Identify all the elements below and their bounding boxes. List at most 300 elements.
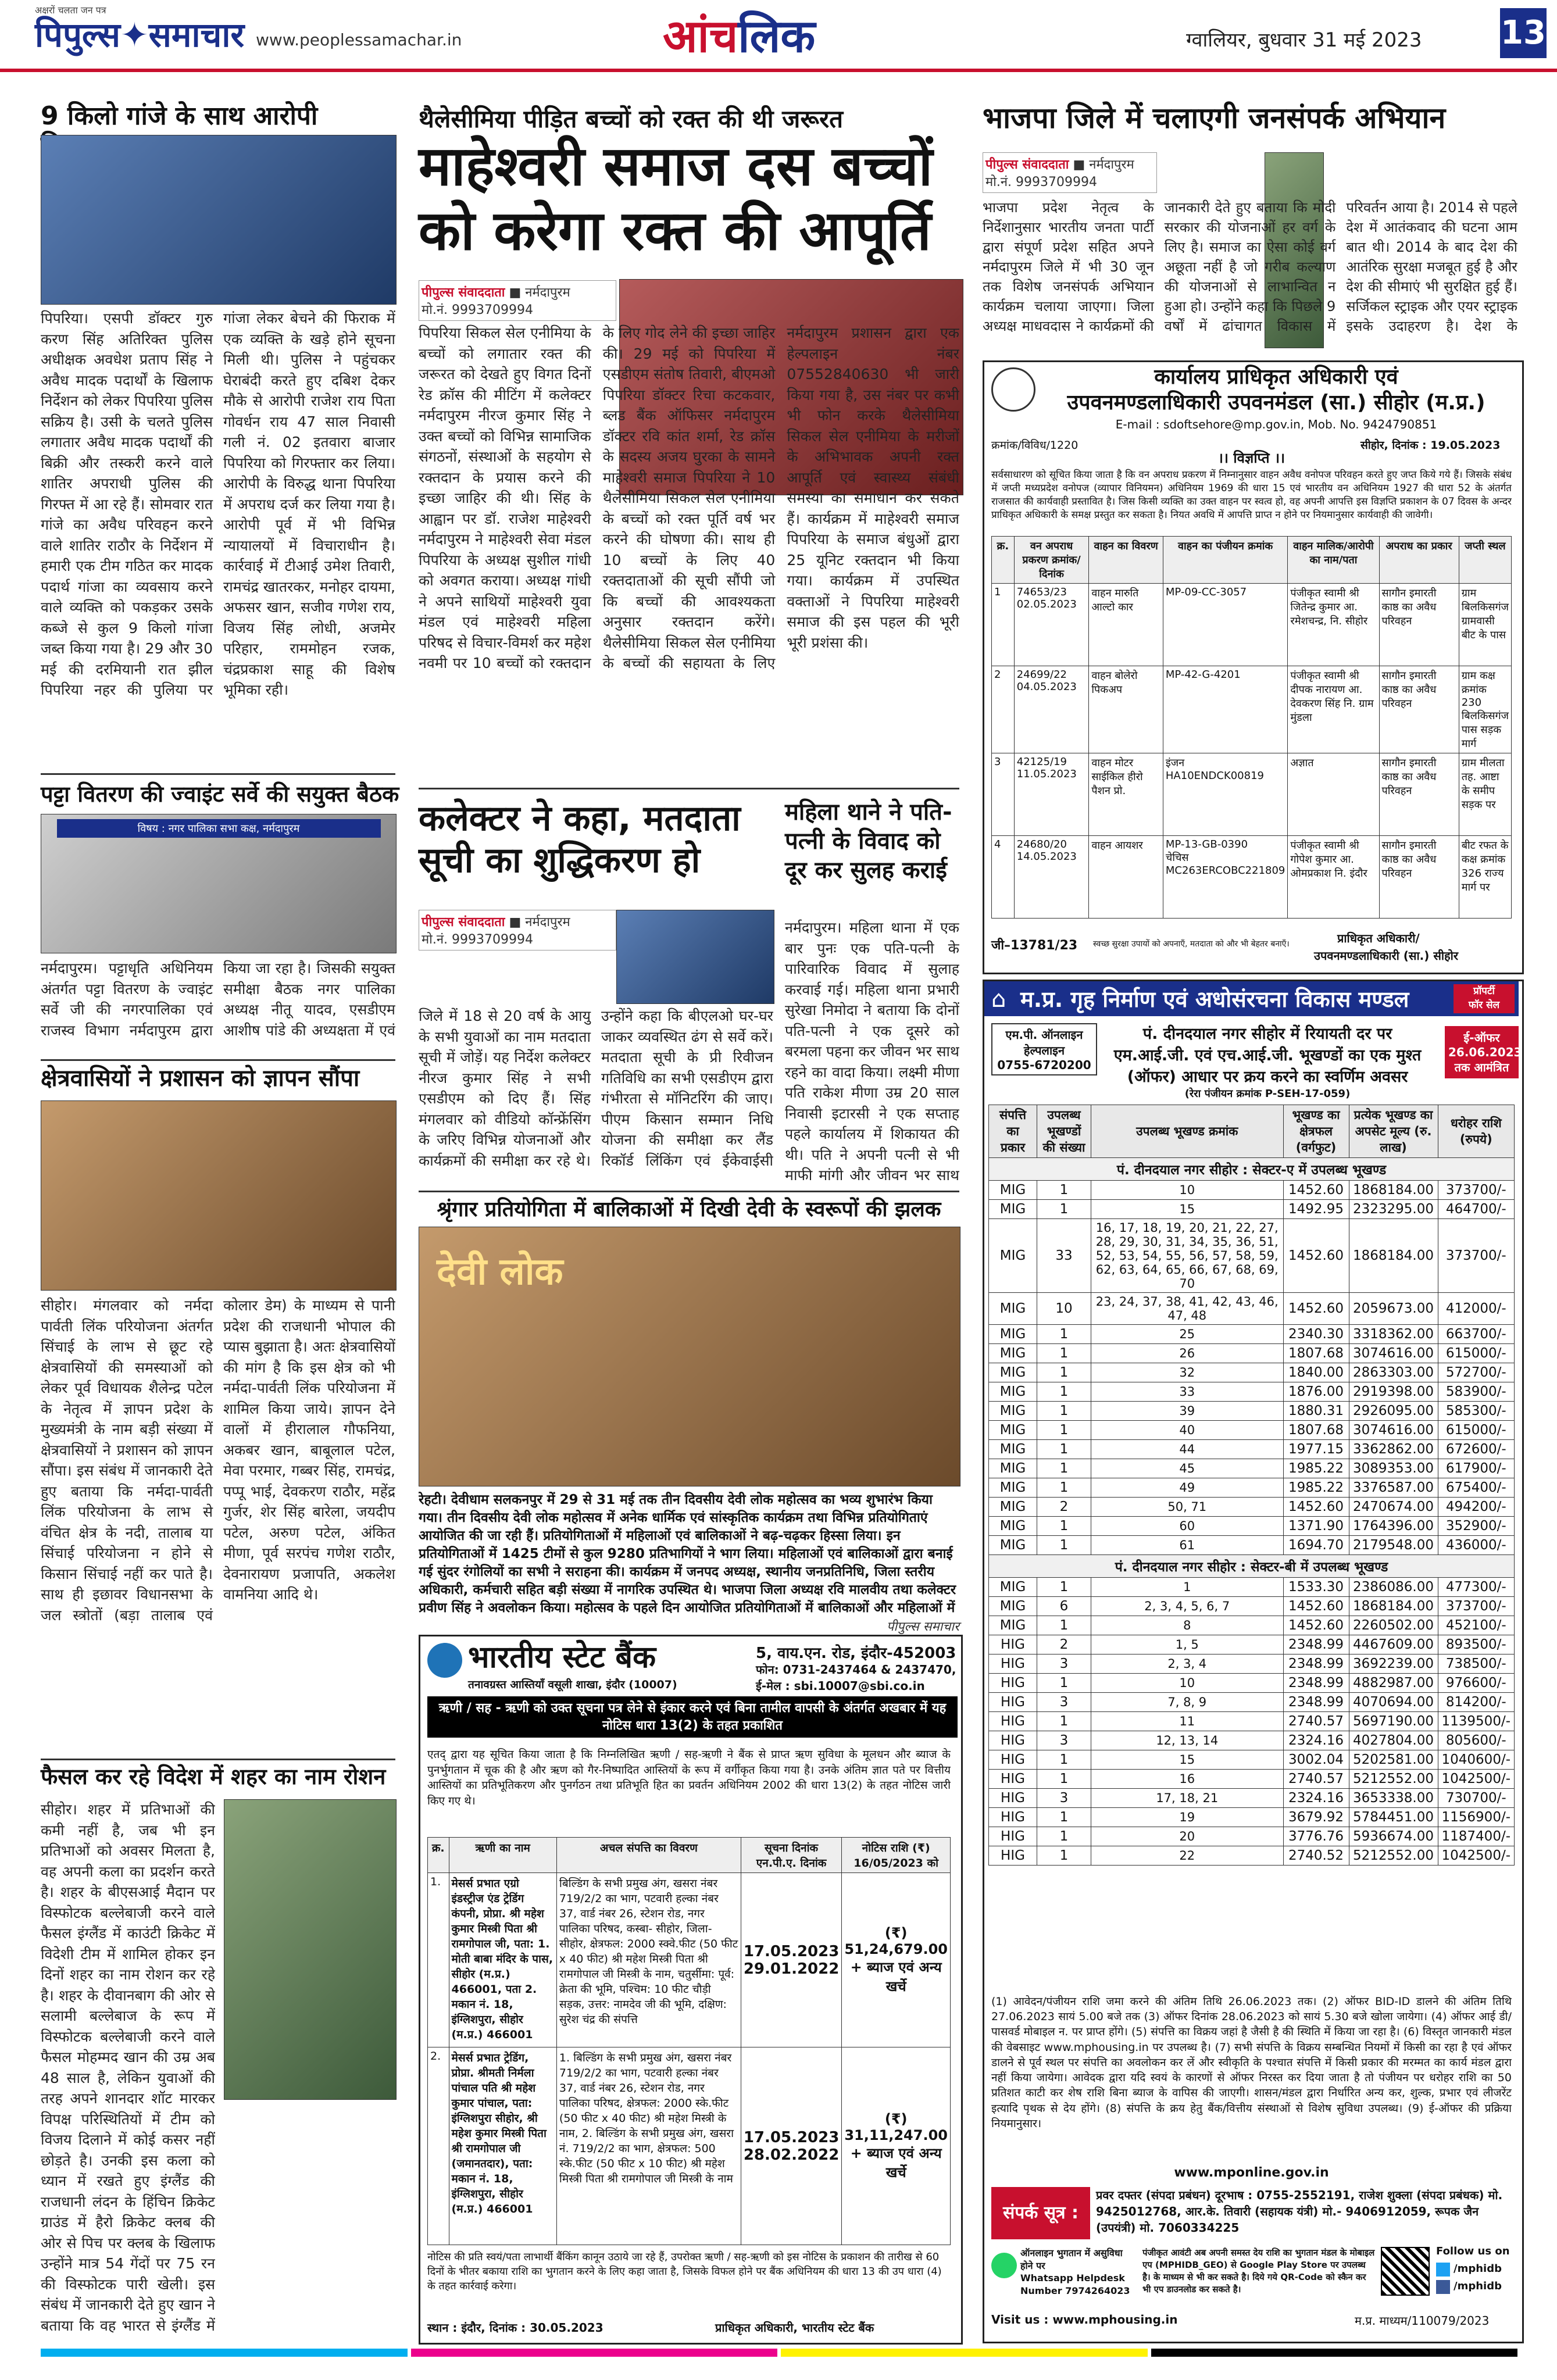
table-row xyxy=(989,1616,1515,1635)
mphb-cell: MIG xyxy=(989,1421,1037,1440)
sbi-branch: तनावग्रस्त आस्तियाँ वसूली शाखा, इंदौर (10007) xyxy=(468,1678,677,1691)
mphb-cell: 494200/- xyxy=(1438,1498,1514,1517)
story5-headline: माहेश्वरी समाज दस बच्चों को करेगा रक्त की आपूर्ति xyxy=(419,135,933,263)
table-row xyxy=(428,1873,951,2047)
mphb-cell: 1977.15 xyxy=(1283,1440,1349,1459)
mphb-cell: 1042500/- xyxy=(1438,1770,1514,1789)
mphb-cell: 12, 13, 14 xyxy=(1091,1731,1284,1750)
table-row xyxy=(989,1219,1515,1293)
mphb-cell: 1371.90 xyxy=(1283,1517,1349,1536)
mphb-handle2[interactable]: /mphidb xyxy=(1454,2280,1502,2292)
forest-cell: इंजन HA10ENDCK00819 xyxy=(1163,753,1287,836)
mphb-cell: 1 xyxy=(1037,1808,1091,1827)
table-row xyxy=(989,1459,1515,1478)
mphb-cell: 5212552.00 xyxy=(1349,1770,1438,1789)
table-row xyxy=(989,1293,1515,1325)
table-row xyxy=(992,836,1512,919)
mphb-cell: 1533.30 xyxy=(1283,1578,1349,1597)
forest-cell: वाहन आयशर xyxy=(1089,836,1163,919)
mphb-cell: 1 xyxy=(1037,1200,1091,1219)
byline-phone: मो.नं. 9993709994 xyxy=(985,175,1098,190)
byline-phone: मो.नं. 9993709994 xyxy=(422,303,534,317)
sbi-sign: प्राधिकृत अधिकारी, भारतीय स्टेट बैंक xyxy=(715,2321,874,2335)
mphb-cell: MIG xyxy=(989,1616,1037,1635)
forest-cell: 2 xyxy=(992,666,1015,753)
mphb-cell: 33 xyxy=(1037,1219,1091,1293)
mphb-cell: 20 xyxy=(1091,1827,1284,1846)
story3-photo xyxy=(41,1100,397,1291)
mphb-follow: Follow us on xyxy=(1436,2245,1510,2257)
forest-cell: बीट रफत के कक्ष क्रमांक 326 राज्य मार्ग पर xyxy=(1459,836,1511,919)
forest-cell: पंजीकृत स्वामी श्री जितेन्द्र कुमार आ. रमेशचन्द्र, नि. सीहोर xyxy=(1288,584,1379,666)
mphb-col-header: उपलब्ध भूखण्डों की संख्या xyxy=(1037,1105,1091,1158)
story9-byline: पीपुल्स संवाददाता ■ नर्मदापुरम मो.नं. 9993709994 xyxy=(983,152,1157,193)
mphb-cell: 373700/- xyxy=(1438,1181,1514,1200)
mphb-col-header: संपत्ति का प्रकार xyxy=(989,1105,1037,1158)
forest-cell: 42125/19 11.05.2023 xyxy=(1014,753,1089,836)
table-row xyxy=(989,1421,1515,1440)
mphb-col-header: प्रत्येक भूखण्ड का अपसेट मूल्य (रु. लाख) xyxy=(1349,1105,1438,1158)
table-row xyxy=(989,1827,1515,1846)
mphb-cell: MIG xyxy=(989,1478,1037,1498)
mphb-cell: MIG xyxy=(989,1181,1037,1200)
forest-notice-footer-ref: जी–13781/23 xyxy=(991,938,1078,953)
mphb-cell: MIG xyxy=(989,1440,1037,1459)
sbi-logo-icon xyxy=(427,1643,462,1678)
mphb-cell: 4027804.00 xyxy=(1349,1731,1438,1750)
mphb-cell: MIG xyxy=(989,1293,1037,1325)
mphb-cell: 11 xyxy=(1091,1712,1284,1731)
forest-cell: वाहन बोलेरो पिकअप xyxy=(1089,666,1163,753)
forest-notice-sign2: उपवनमण्डलाधिकारी (सा.) सीहोर xyxy=(1314,949,1459,963)
story1-body: पिपरिया। एसपी डॉक्टर गुरु करण सिंह अतिरिक्त पुलिस अधीक्षक अवधेश प्रताप सिंह ने अवैध मादक पदार्थों के खिलाफ निर्देशन को लेकर पिपरिया पुलिस सक्रिय है। उसी के चलते पुलिस लगातार अवैध मादक पदार्थों की बिक्री और तस्करी करने वाले शातिर अपराधी पुलिस की गिरफ्त में आ रहे हैं। सोमवार रात गांजे का अवैध परिवहन करने वाले शातिर राठौर के निर्देशन में हमारी एक टीम गठित कर मादक पदार्थ गांजा का व्यवसाय करने वाले व्यक्ति को पकड़कर उसके कब्जे से कुल 9 किलो गांजा जब्त किया गया है। 29 और 30 मई की दरमियानी रात झील पिपरिया नहर की पुलिया पर गांजा लेकर बेचने की फिराक में एक व्यक्ति के खड़े होने सूचना मिली थी। पुलिस ने पहुंचकर घेराबंदी करते हुए दबिश देकर मौके से आरोपी राजेश राय पिता गोवर्धन राय 47 साल निवासी गली नं. 02 इतवारा बाजार पिपरिया को गिरफ्तार कर लिया। आरोपी के विरुद्ध थाना पिपरिया में अपराध दर्ज कर लिया गया है। आरोपी पूर्व में भी विभिन्न न्यायालयों में विचाराधीन है। कार्रवाई में टीआई उमेश तिवारी, रामचंद्र खातरकर, मनोहर दायमा, अफसर खान, सजीव गणेश राय, विजय सिंह लोधी, अजमेर परिहार, राममोहन रजक, चंद्रप्रकाश साहू की विशेष भूमिका रही। xyxy=(41,310,395,698)
mphb-offer-line4: (रेरा पंजीयन क्रमांक P-SEH-17-059) xyxy=(1184,1088,1351,1100)
story9-headline: भाजपा जिले में चलाएगी जनसंपर्क अभियान xyxy=(983,101,1446,135)
mphb-cell: MIG xyxy=(989,1382,1037,1402)
story2-body: नर्मदापुरम। पट्टाधृति अधिनियम अंतर्गत पट्टा वितरण के ज्वाइंट सर्वे जी की नगरपालिका एवं राजस्व विभाग नर्मदापुरम द्वारा किया जा रहा है। जिसकी सयुक्त समीक्षा बैठक नगर पालिका अध्यक्ष नीतू यादव, एसडीएम आशीष पांडे की अध्यक्षता में एवं xyxy=(41,960,395,1039)
mphb-cell: 2348.99 xyxy=(1283,1654,1349,1674)
mphb-cell: 672600/- xyxy=(1438,1440,1514,1459)
mphb-cell: 50, 71 xyxy=(1091,1498,1284,1517)
table-row xyxy=(989,1325,1515,1344)
mphb-cell: 730700/- xyxy=(1438,1789,1514,1808)
mphb-cell: 60 xyxy=(1091,1517,1284,1536)
mphb-cell: 16, 17, 18, 19, 20, 21, 22, 27, 28, 29, 30, 31, 34, 35, 36, 51, 52, 53, 54, 55, 56, 57, 58, 59, 62, 63, 64, 65, 66, 67, 68, 69, 70 xyxy=(1091,1219,1284,1293)
table-section-label: पं. दीनदयाल नगर सीहोर : सेक्टर-ए में उपलब्ध भूखण्ड xyxy=(989,1158,1515,1181)
mphb-cell: MIG xyxy=(989,1459,1037,1478)
forest-notice-footer-note: स्वच्छ सुरक्षा उपायों को अपनाएँ, मतदाता को और भी बेहतर बनाएँ। xyxy=(1093,939,1290,949)
mphb-cell: HIG xyxy=(989,1654,1037,1674)
mphb-helpline-number: 0755-6720200 xyxy=(997,1058,1091,1072)
table-row xyxy=(992,666,1512,753)
mphb-cell: 1868184.00 xyxy=(1349,1181,1438,1200)
mphb-cell: 1 xyxy=(1037,1578,1091,1597)
facebook-icon xyxy=(1436,2280,1450,2294)
mphb-offer-line2: एम.आई.जी. एवं एच.आई.जी. भूखण्डों का एक मुश्त xyxy=(1113,1046,1422,1064)
mphb-cell: 572700/- xyxy=(1438,1363,1514,1382)
mphb-cell: 2740.57 xyxy=(1283,1770,1349,1789)
forest-col-header: वन अपराध प्रकरण क्रमांक/दिनांक xyxy=(1014,537,1089,584)
mphb-cell: 1156900/- xyxy=(1438,1808,1514,1827)
forest-notice-emblem-icon xyxy=(991,367,1035,412)
cmyk-swatch xyxy=(781,2349,1148,2357)
byline-place: नर्मदापुरम xyxy=(525,915,570,930)
forest-cell: 24699/22 04.05.2023 xyxy=(1014,666,1089,753)
mphb-cell: 1492.95 xyxy=(1283,1200,1349,1219)
mphb-badge-line2: फॉर सेल xyxy=(1468,999,1500,1011)
story5-body: पिपरिया सिकल सेल एनीमिया के बच्चों को लगातार रक्त की जरूरत को देखते हुए विगत दिनों रेड क्रॉस की मीटिंग में कलेक्टर नर्मदापुरम नीरज कुमार सिंह ने उक्त बच्चों को विभिन्न सामाजिक संगठनों, संस्थाओं के सहयोग से रक्तदान के प्रयास करने की इच्छा जाहिर की थी। सिंह के आह्वान पर डॉ. राजेश माहेश्वरी नर्मदापुरम ने माहेश्वरी सेवा मंडल पिपरिया के अध्यक्ष सुशील गांधी को अवगत कराया। अध्यक्ष गांधी ने अपने साथियों माहेश्वरी युवा मंडल एवं माहेश्वरी महिला परिषद से विचार-विमर्श कर महेश नवमी पर 10 बच्चों को रक्तदान के लिए गोद लेने की इच्छा जाहिर की। 29 मई को पिपरिया में एसडीएम संतोष तिवारी, बीएमओ पिपरिया डॉक्टर रिचा कटकवार, ब्लड बैंक ऑफिसर नर्मदापुरम डॉक्टर रवि कांत शर्मा, रेड क्रॉस के सदस्य अजय घुरका के सामने माहेश्वरी समाज पिपरिया ने 10 थैलेसीमिया सिकल सेल एनीमिया के बच्चों को रक्त पूर्ति वर्ष भर करने की घोषणा की। साथ ही 10 बच्चों के लिए 40 रक्तदाताओं की सूची सौंपी जो कि बच्चों की आवश्यकता अनुसार रक्तदान करेंगे। थैलेसीमिया सिकल सेल एनीमिया के बच्चों की सहायता के लिए नर्मदापुरम प्रशासन द्वारा एक हेल्पलाइन नंबर 07552840630 भी जारी किया गया है, उस नंबर पर कभी भी फोन करके थैलेसीमिया सिकल सेल एनीमिया के मरीजों के अभिभावक अपनी रक्त आपूर्ति एवं स्वास्थ्य संबंधी समस्या का समाधान कर सकते हैं। कार्यक्रम में माहेश्वरी समाज पिपरिया के समाज बंधुओं द्वारा 25 यूनिट रक्तदान भी किया गया। कार्यक्रम में उपस्थित वक्ताओं ने पिपरिया माहेश्वरी समाज की इस पहल की भूरी भूरी प्रशंसा की। xyxy=(419,324,959,671)
forest-cell: 24680/20 14.05.2023 xyxy=(1014,836,1089,919)
mphb-visit[interactable]: Visit us : www.mphousing.in xyxy=(991,2313,1178,2327)
mphb-title: म.प्र. गृह निर्माण एवं अधोसंरचना विकास मण्डल xyxy=(1020,987,1409,1012)
story8-headline: श्रृंगार प्रतियोगिता में बालिकाओं में दिखी देवी के स्वरूपों की झलक xyxy=(437,1198,941,1221)
mphb-cell: 1452.60 xyxy=(1283,1293,1349,1325)
sbi-cell: 1. बिल्डिंग के सभी प्रमुख अंग, खसरा नंबर 719/2/2 का भाग, पटवारी हल्का नंबर 37, वार्ड नंबर 26, स्टेशन रोड, नगर पालिका परिषद, क्षेत्रफल: 2000 स्के.फीट (50 फीट x 40 फीट) श्री महेश मिस्त्री के नाम, 2. बिल्डिंग के सभी प्रमुख अंग, खसरा नं. 719/2/2 का भाग, क्षेत्रफल: 500 स्के.फीट (50 फीट x 10 फीट) श्री महेश मिस्त्री पिता श्री रामगोपाल जी मिस्त्री के नाम xyxy=(556,2047,741,2245)
mphb-cell: 1 xyxy=(1037,1459,1091,1478)
table-row xyxy=(992,584,1512,666)
mphb-cell: 1 xyxy=(1037,1536,1091,1555)
mphb-cell: 1452.60 xyxy=(1283,1219,1349,1293)
sbi-cell: 17.05.2023 29.01.2022 xyxy=(741,1873,841,2047)
mphb-cell: 2, 3, 4, 5, 6, 7 xyxy=(1091,1597,1284,1616)
table-row xyxy=(989,1770,1515,1789)
sbi-cell: (₹) 51,24,679.00 + ब्याज एवं अन्य खर्चे xyxy=(842,1873,951,2047)
mphb-cell: 1 xyxy=(1037,1770,1091,1789)
mphb-cell: 1452.60 xyxy=(1283,1181,1349,1200)
mphb-cell: 464700/- xyxy=(1438,1200,1514,1219)
mphb-cell: 1 xyxy=(1037,1674,1091,1693)
mphb-cell: 814200/- xyxy=(1438,1693,1514,1712)
table-row xyxy=(989,1363,1515,1382)
divider xyxy=(419,1191,959,1192)
cmyk-swatch xyxy=(41,2349,408,2357)
mphb-cell: MIG xyxy=(989,1325,1037,1344)
story5-byline: पीपुल्स संवाददाता ■ नर्मदापुरम मो.नं. 9993709994 xyxy=(419,280,616,321)
byline-label: पीपुल्स संवाददाता xyxy=(422,285,505,300)
mphb-cell: 33 xyxy=(1091,1382,1284,1402)
mphb-cell: HIG xyxy=(989,1693,1037,1712)
mphb-cell: 4467609.00 xyxy=(1349,1635,1438,1654)
mphb-badge-line1: प्रॉपर्टी xyxy=(1473,985,1495,997)
mphb-cell: 1807.68 xyxy=(1283,1344,1349,1363)
table-row xyxy=(989,1712,1515,1731)
byline-place: नर्मदापुरम xyxy=(525,285,570,300)
mphb-cell: 10 xyxy=(1037,1293,1091,1325)
forest-cell: 3 xyxy=(992,753,1015,836)
table-row xyxy=(989,1693,1515,1712)
mphb-badge xyxy=(1454,984,1515,1013)
forest-notice-contact: E-mail : sdoftsehore@mp.gov.in, Mob. No. 9424790851 xyxy=(1115,417,1437,431)
mphb-cell: 2386086.00 xyxy=(1349,1578,1438,1597)
mphb-col-header: उपलब्ध भूखण्ड क्रमांक xyxy=(1091,1105,1284,1158)
mphb-contact-label: संपर्क सूत्र : xyxy=(991,2187,1090,2239)
mphb-cell: 45 xyxy=(1091,1459,1284,1478)
mphb-cell: 1, 5 xyxy=(1091,1635,1284,1654)
forest-cell: सागौन इमारती काष्ठ का अवैध परिवहन xyxy=(1379,584,1459,666)
mphb-cell: 6 xyxy=(1037,1597,1091,1616)
forest-cell: अज्ञात xyxy=(1288,753,1379,836)
forest-cell: 74653/23 02.05.2023 xyxy=(1014,584,1089,666)
mphb-cell: 2 xyxy=(1037,1635,1091,1654)
story8-credit: पीपुल्स समाचार xyxy=(886,1620,959,1634)
story4-headline: फैसल कर रहे विदेश में शहर का नाम रोशन xyxy=(41,1764,386,1789)
whatsapp-icon xyxy=(991,2253,1017,2278)
mphb-cell: 1876.00 xyxy=(1283,1382,1349,1402)
mphb-cell: 1868184.00 xyxy=(1349,1597,1438,1616)
mphb-cell: 61 xyxy=(1091,1536,1284,1555)
table-row xyxy=(989,1517,1515,1536)
story6-byline: पीपुल्स संवाददाता ■ नर्मदापुरम मो.नं. 9993709994 xyxy=(419,910,616,950)
mphb-cell: 5212552.00 xyxy=(1349,1846,1438,1866)
story6-headline: कलेक्टर ने कहा, मतदाता सूची का शुद्धिकरण हो xyxy=(419,798,741,881)
mphb-cell: 3089353.00 xyxy=(1349,1459,1438,1478)
mphb-cell: 3 xyxy=(1037,1654,1091,1674)
sbi-cell: (₹) 31,11,247.00 + ब्याज एवं अन्य खर्चे xyxy=(842,2047,951,2245)
table-row xyxy=(989,1808,1515,1827)
story8-photo xyxy=(419,1227,960,1486)
mphb-cell: 1764396.00 xyxy=(1349,1517,1438,1536)
table-row xyxy=(989,1440,1515,1459)
mphb-col-header: धरोहर राशि (रुपये) xyxy=(1438,1105,1514,1158)
mphb-cell: 3 xyxy=(1037,1789,1091,1808)
mphb-cell: 615000/- xyxy=(1438,1421,1514,1440)
sbi-col-header: सूचना दिनांक एन.पी.ए. दिनांक xyxy=(741,1838,841,1873)
mphb-cell: 1139500/- xyxy=(1438,1712,1514,1731)
mphb-cell: HIG xyxy=(989,1846,1037,1866)
mphb-cell: 2, 3, 4 xyxy=(1091,1654,1284,1674)
forest-col-header: क्र. xyxy=(992,537,1015,584)
mphb-cell: 1042500/- xyxy=(1438,1846,1514,1866)
sbi-col-header: ऋणी का नाम xyxy=(449,1838,556,1873)
sbi-col-header: अचल संपत्ति का विवरण xyxy=(556,1838,741,1873)
mphb-cell: HIG xyxy=(989,1808,1037,1827)
mphb-cell: HIG xyxy=(989,1789,1037,1808)
mphb-cell: 615000/- xyxy=(1438,1344,1514,1363)
mphb-cell: MIG xyxy=(989,1200,1037,1219)
mphb-cell: 3362862.00 xyxy=(1349,1440,1438,1459)
forest-cell: सागौन इमारती काष्ठ का अवैध परिवहन xyxy=(1379,836,1459,919)
mphb-cell: MIG xyxy=(989,1498,1037,1517)
forest-cell: MP-13-GB-0390 चेचिस MC263ERCOBC221809 xyxy=(1163,836,1287,919)
mphb-cell: 3318362.00 xyxy=(1349,1325,1438,1344)
mphb-cell: 1 xyxy=(1037,1382,1091,1402)
byline-label: पीपुल्स संवाददाता xyxy=(422,915,505,930)
story3-body: सीहोर। मंगलवार को नर्मदा पार्वती लिंक परियोजना अंतर्गत सिंचाई के लाभ से छूट रहे क्षेत्रवासियों की समस्याओं को लेकर पूर्व विधायक शैलेन्द्र पटेल के नेतृत्व में ज्ञापन प्रदेश के मुख्यमंत्री के नाम बड़ी संख्या में क्षेत्रवासियों ने प्रशासन को ज्ञापन सौंपा। इस संबंध में जानकारी देते हुए बताया कि नर्मदा-पार्वती लिंक परियोजना के लाभ से वंचित क्षेत्र के नदी, तालाब या सिंचाई परियोजना न होने से किसान सिंचाई नहीं कर पाते है। साथ ही इछावर विधानसभा के जल स्त्रोतों (बड़ा तालाब एवं कोलार डेम) के माध्यम से पानी प्रदेश की राजधानी भोपाल की प्यास बुझाता है। अतः क्षेत्रवासियों की मांग है कि इस क्षेत्र को भी नर्मदा-पार्वती लिंक परियोजना में शामिल किया जाये। ज्ञापन देने वालों में हीरालाल गौफनिया, अकबर खान, बाबूलाल पटेल, मेवा परमार, गब्बर सिंह, रामचंद्र, पप्पू भाई, देवकरण राठौर, महेंद्र गुर्जर, शेर सिंह बारेला, जयदीप पटेल, अरुण पटेल, अंकित मीणा, पूर्व सरपंच गणेश राठौर, देवनारायण प्रजापति, अकलेश वामनिया आदि थे। xyxy=(41,1297,395,1624)
mphb-cell: 3074616.00 xyxy=(1349,1344,1438,1363)
section-title xyxy=(663,3,815,65)
mphb-cell: 1 xyxy=(1037,1363,1091,1382)
mphb-cell: 39 xyxy=(1091,1402,1284,1421)
mphb-cell: 5202581.00 xyxy=(1349,1750,1438,1770)
mphb-cell: 2260502.00 xyxy=(1349,1616,1438,1635)
byline-phone: मो.नं. 9993709994 xyxy=(422,932,534,947)
mphb-cell: 1985.22 xyxy=(1283,1478,1349,1498)
mphb-handle1[interactable]: /mphidb xyxy=(1454,2263,1502,2275)
forest-notice-vigyapti: ।। विज्ञप्ति ।। xyxy=(1217,450,1285,466)
story2-headline: पट्टा वितरण की ज्वाइंट सर्वे की सयुक्त बैठक xyxy=(41,781,399,807)
mphb-cell: 893500/- xyxy=(1438,1635,1514,1654)
mphb-cell: 5784451.00 xyxy=(1349,1808,1438,1827)
mphb-table xyxy=(988,1105,1515,1866)
table-row xyxy=(989,1731,1515,1750)
table-row xyxy=(989,1789,1515,1808)
table-row xyxy=(992,753,1512,836)
qr-code-icon xyxy=(1381,2247,1430,2296)
mphb-ref: म.प्र. माध्यम/110079/2023 xyxy=(1355,2314,1490,2328)
mphb-cell: 1 xyxy=(1037,1517,1091,1536)
mphb-cell: MIG xyxy=(989,1219,1037,1293)
forest-notice-title1: कार्यालय प्राधिकृत अधिकारी एवं xyxy=(1154,365,1398,389)
mphb-cell: 1 xyxy=(1037,1827,1091,1846)
mphb-cell: MIG xyxy=(989,1578,1037,1597)
mphb-cell: 1452.60 xyxy=(1283,1616,1349,1635)
mphb-cell: 2740.57 xyxy=(1283,1712,1349,1731)
dateline: ग्वालियर, बुधवार 31 मई 2023 xyxy=(1186,28,1422,52)
twitter-icon xyxy=(1436,2263,1450,2277)
mphb-cell: 3 xyxy=(1037,1731,1091,1750)
mphb-cell: 22 xyxy=(1091,1846,1284,1866)
mphb-cell: 3 xyxy=(1037,1693,1091,1712)
mphb-cell: 373700/- xyxy=(1438,1219,1514,1293)
mphb-cell: 1 xyxy=(1037,1712,1091,1731)
story1-photo xyxy=(41,135,397,305)
sbi-subject: ऋणी / सह - ऋणी को उक्त सूचना पत्र लेने से इंकार करने एवं बिना तामील वापसी के अंतर्गत अखबार में यह नोटिस धारा 13(2) के तहत प्रकाशित xyxy=(427,1696,958,1738)
mphb-cell: 5697190.00 xyxy=(1349,1712,1438,1731)
house-icon: ⌂ xyxy=(991,986,1006,1013)
mphb-cell: 1807.68 xyxy=(1283,1421,1349,1440)
sbi-table xyxy=(427,1837,951,2245)
mphb-cell: 2348.99 xyxy=(1283,1693,1349,1712)
newspaper-logo: पिपुल्स✦समाचार xyxy=(35,15,245,55)
mphb-cell: 1 xyxy=(1037,1402,1091,1421)
mphb-cell: 352900/- xyxy=(1438,1517,1514,1536)
cmyk-swatch xyxy=(411,2349,778,2357)
mphb-cell: 2740.52 xyxy=(1283,1846,1349,1866)
mphb-cell: 1840.00 xyxy=(1283,1363,1349,1382)
story8-photo-text: देवी लोक xyxy=(437,1250,563,1293)
mphb-col-header: भूखण्ड का क्षेत्रफल (वर्गफुट) xyxy=(1283,1105,1349,1158)
mphb-cell: 4882987.00 xyxy=(1349,1674,1438,1693)
mphb-eoffer-badge: ई-ऑफर 26.06.2023 तक आमंत्रित xyxy=(1445,1026,1519,1078)
mphb-cell: 16 xyxy=(1091,1770,1284,1789)
forest-cell: 1 xyxy=(992,584,1015,666)
forest-cell: MP-42-G-4201 xyxy=(1163,666,1287,753)
forest-notice-ref: क्रमांक/विविध/1220 xyxy=(991,439,1079,452)
mphb-cell: 2470674.00 xyxy=(1349,1498,1438,1517)
mphb-cell: MIG xyxy=(989,1517,1037,1536)
mphb-cell: 1187400/- xyxy=(1438,1827,1514,1846)
mphb-cell: 1 xyxy=(1037,1325,1091,1344)
mphb-cell: 1985.22 xyxy=(1283,1459,1349,1478)
mphb-cell: 1040600/- xyxy=(1438,1750,1514,1770)
story8-caption: रेहटी। देवीधाम सलकनपुर में 29 से 31 मई तक तीन दिवसीय देवी लोक महोत्सव का भव्य शुभारंभ किया गया। तीन दिवसीय देवी लोक महोत्सव में अनेक धार्मिक एवं सांस्कृतिक कार्यक्रम तथा विभिन्न प्रतियोगिताएं आयोजित की जा रही हैं। प्रतियोगिताओं में महिलाओं एवं बालिकाओं ने बढ़-चढ़कर हिस्सा लिया। इन प्रतियोगिताओं में 1425 टीमों से कुल 9280 प्रतिभागियों ने भाग लिया। महिलाओं एवं बालिकाओं द्वारा बनाई गई सुंदर रंगोलियों का सभी ने सराहना की। कार्यक्रम में जनपद अध्यक्ष, स्थानीय जनप्रतिनिधि, जिला स्तरीय अधिकारी, कर्मचारी सहित बड़ी संख्या में नागरिक उपस्थित थे। भाजपा जिला अध्यक्ष रवि मालवीय तथा कलेक्टर प्रवीण सिंह ने अवलोकन किया। महोत्सव के पहले दिन आयोजित प्रतियोगिताओं में बालिकाओं और महिलाओं में xyxy=(419,1492,956,1616)
mphb-helpline xyxy=(991,1023,1097,1075)
divider xyxy=(41,773,395,775)
sbi-cell: 17.05.2023 28.02.2022 xyxy=(741,2047,841,2245)
table-row xyxy=(989,1536,1515,1555)
sbi-cell: मेसर्स प्रभात एग्रो इंडस्ट्रीज एंड ट्रेडिंग कंपनी, प्रोप्रा. श्री महेश कुमार मिस्त्री पिता श्री रामगोपाल जी, पता: 1. मोती बाबा मंदिर के पास, सीहोर (म.प्र.) 466001, पता 2. मकान नं. 18, इंग्लिशपुरा, सीहोर (म.प्र.) 466001 xyxy=(449,1873,556,2047)
forest-cell: पंजीकृत स्वामी श्री दीपक नारायण आ. देवकरण सिंह नि. ग्राम मुंडला xyxy=(1288,666,1379,753)
mphb-cell: 2324.16 xyxy=(1283,1731,1349,1750)
mphb-cell: 17, 18, 21 xyxy=(1091,1789,1284,1808)
mphb-cell: 1 xyxy=(1037,1478,1091,1498)
sbi-intro: एतद् द्वारा यह सूचित किया जाता है कि निम्नलिखित ऋणी / सह-ऋणी ने बैंक से प्राप्त ऋण सुविधा के मूलधन और ब्याज के पुनर्भुगतान में चूक की है और ऋण को गैर-निष्पादित आस्तियों के रूप में वर्गीकृत किया गया है। उनके अंतिम ज्ञात पते पर वित्तीय आस्तियों का प्रतिभूतिकरण और पुनर्गठन तथा प्रतिभूति हित का प्रवर्तन अधिनियम 2002 की धारा 13(2) के तहत नोटिस जारी किए गए थे। xyxy=(427,1748,951,1807)
forest-notice-intro: सर्वसाधारण को सूचित किया जाता है कि वन अपराध प्रकरण में निम्नानुसार वाहन अवैध वनोपज परिवहन करते हुए जप्त किये गये हैं। जिसके संबंध में जप्ती मध्यप्रदेश वनोपज (व्यापार विनियमन) अधिनियम 1969 की धारा 15 एवं भारतीय वन अधिनियम 1927 की धारा 52 के अंतर्गत राजसात की कार्यवाही प्रस्तावित है। जिस किसी व्यक्ति का उक्त वाहन पर स्वत्व हो, वह अपनी आपत्ति इस विज्ञप्ति प्रकाशन के 07 दिवस के अन्दर प्राधिकृत अधिकारी के समक्ष प्रस्तुत कर सकता है। नियत अवधि में आपत्ति प्राप्त न होने पर नियमानुसार कार्यवाही की जावेगी। xyxy=(991,469,1512,521)
forest-cell: वाहन मोटर साईकिल हीरो पैशन प्रो. xyxy=(1089,753,1163,836)
divider xyxy=(419,788,959,789)
divider xyxy=(41,1059,395,1061)
sbi-cell: बिल्डिंग के सभी प्रमुख अंग, खसरा नंबर 719/2/2 का भाग, पटवारी हल्का नंबर 37, वार्ड नंबर 26, स्टेशन रोड, नगर पालिका परिषद, कस्बा- सीहोर, जिला- सीहोर, क्षेत्रफल: 2000 स्क्वे.फीट (50 फीट x 40 फीट) श्री महेश मिस्त्री पिता श्री रामगोपाल जी मिस्त्री के नाम, चतुर्सीमा: पूर्व: क्रेता की भूमि, पश्चिम: 10 फीट चौड़ी सड़क, उत्तर: नामदेव जी की भूमि, दक्षिण: सुरेश चंद्र की संपत्ति xyxy=(556,1873,741,2047)
mphb-cell: 1 xyxy=(1037,1344,1091,1363)
mphb-cell: 5936674.00 xyxy=(1349,1827,1438,1846)
mphb-cell: 583900/- xyxy=(1438,1382,1514,1402)
mphb-cell: 373700/- xyxy=(1438,1597,1514,1616)
forest-notice-sign1: प्राधिकृत अधिकारी/ xyxy=(1337,931,1420,945)
mphb-cell: 976600/- xyxy=(1438,1674,1514,1693)
forest-cell: ग्राम मीलता तह. आष्टा के समीप सड़क पर xyxy=(1459,753,1511,836)
forest-col-header: अपराध का प्रकार xyxy=(1379,537,1459,584)
page-number: 13 xyxy=(1500,8,1547,58)
mphb-whatsapp-label: Whatsapp Helpdesk xyxy=(1020,2272,1125,2284)
table-row xyxy=(989,1846,1515,1866)
mphb-cell: 1 xyxy=(1091,1578,1284,1597)
website-url[interactable]: www.peoplessamachar.in xyxy=(256,30,462,49)
mphb-cell: 2926095.00 xyxy=(1349,1402,1438,1421)
sbi-name: भारतीय स्टेट बैंक xyxy=(468,1640,656,1675)
mphb-cell: 15 xyxy=(1091,1750,1284,1770)
mphb-cell: 4070694.00 xyxy=(1349,1693,1438,1712)
mphb-cell: HIG xyxy=(989,1674,1037,1693)
mphb-cell: 2059673.00 xyxy=(1349,1293,1438,1325)
mphb-whatsapp-title: ऑनलाइन भुगतान में असुविधा होने पर xyxy=(1020,2247,1123,2271)
mphb-cell: 1 xyxy=(1037,1846,1091,1866)
mphb-website[interactable]: www.mponline.gov.in xyxy=(1174,2165,1329,2180)
mphb-cell: 1 xyxy=(1037,1616,1091,1635)
mphb-cell: 3376587.00 xyxy=(1349,1478,1438,1498)
mphb-cell: 2323295.00 xyxy=(1349,1200,1438,1219)
mphb-cell: MIG xyxy=(989,1402,1037,1421)
forest-col-header: जप्ती स्थल xyxy=(1459,537,1511,584)
sbi-address: 5, वाय.एन. रोड, इंदौर-452003 xyxy=(756,1645,956,1662)
mphb-offer-line3: (ऑफर) आधार पर क्रय करने का स्वर्णिम अवसर xyxy=(1127,1068,1408,1086)
table-row xyxy=(989,1597,1515,1616)
mphb-cell: 3002.04 xyxy=(1283,1750,1349,1770)
forest-cell: पंजीकृत स्वामी श्री गोपेश कुमार आ. ओमप्रकाश नि. इंदौर xyxy=(1288,836,1379,919)
mphb-whatsapp-number: Number 7974264023 xyxy=(1020,2285,1130,2296)
table-row xyxy=(989,1402,1515,1421)
forest-cell: सागौन इमारती काष्ठ का अवैध परिवहन xyxy=(1379,666,1459,753)
mphb-cell: 738500/- xyxy=(1438,1654,1514,1674)
mphb-cell: 32 xyxy=(1091,1363,1284,1382)
mphb-cell: 1880.31 xyxy=(1283,1402,1349,1421)
forest-cell: ग्राम कक्ष क्रमांक 230 बिलकिसगंज पास सड़क मार्ग xyxy=(1459,666,1511,753)
forest-cell: 4 xyxy=(992,836,1015,919)
mphb-cell: 15 xyxy=(1091,1200,1284,1219)
story4-photo xyxy=(224,1799,397,2100)
mphb-cell: 1694.70 xyxy=(1283,1536,1349,1555)
table-row xyxy=(989,1750,1515,1770)
mphb-cell: 1 xyxy=(1037,1750,1091,1770)
mphb-cell: 7, 8, 9 xyxy=(1091,1693,1284,1712)
mphb-cell: 40 xyxy=(1091,1421,1284,1440)
table-section-row xyxy=(989,1158,1515,1181)
forest-cell: सागौन इमारती काष्ठ का अवैध परिवहन xyxy=(1379,753,1459,836)
mphb-helpline-title: एम.पी. ऑनलाइन हेल्पलाइन xyxy=(1005,1028,1083,1057)
mphb-terms: (1) आवेदन/पंजीयन राशि जमा करने की अंतिम तिथि 26.06.2023 तक। (2) ऑफर BID-ID डालने की अंतिम तिथि 27.06.2023 सायं 5.00 बजे तक (3) ऑफर दिनांक 28.06.2023 को सायं 5.30 बजे खोला जायेगा। (4) ऑफर आई डी/पासवर्ड मोबाइल न. पर प्राप्त होंगे। (5) संपत्ति का विक्रय जहां है जैसी है की स्थिति में किया जा रहा है। (6) विस्तृत जानकारी मंडल की वेबसाइट www.mphousing.in पर उपलब्ध है। (7) सभी संपत्ति के विक्रय सम्बन्धित नियमों में किसी का रहा है एवं ऑफर डालने से पूर्व स्थल पर संपत्ति का अवलोकन कर लें और स्वीकृति के पश्चात संपत्ति में किसी प्रकार की मरम्मत का कार्य मंडल द्वारा नहीं किया जायेगा। आवेदक द्वारा यदि स्वयं के कारणों से ऑफर निरस्त कर दिया जाता है तो पंजीयन पर धरोहर राशि का 50 प्रतिशत काटी कर शेष राशि बिना ब्याज के वापिस की जाएगी। शासन/मंडल द्वारा निर्धारित अन्य कर, शुल्क, प्रभार एवं लीजरेंट इत्यादि पृथक से देय होंगे। (8) संपत्ति के क्रय हेतु बैंक/वित्तीय संस्थाओं से विशेष सुविधा उपलब्ध। (9) ई-ऑफर की प्रक्रिया नियमानुसार। xyxy=(991,1995,1512,2130)
mphb-contact-text: प्रवर दफ्तर (संपदा प्रबंधन) दूरभाष : 0755-2552191, राजेश शुक्ला (संपदा प्रबंधक) मो. 9425012768, आर.के. तिवारी (सहायक यंत्री) मो.- 9406912059, रूपक जैन (उपयंत्री) मो. 7060334225 xyxy=(1096,2188,1503,2235)
table-section-row xyxy=(989,1555,1515,1578)
divider xyxy=(41,1759,395,1760)
